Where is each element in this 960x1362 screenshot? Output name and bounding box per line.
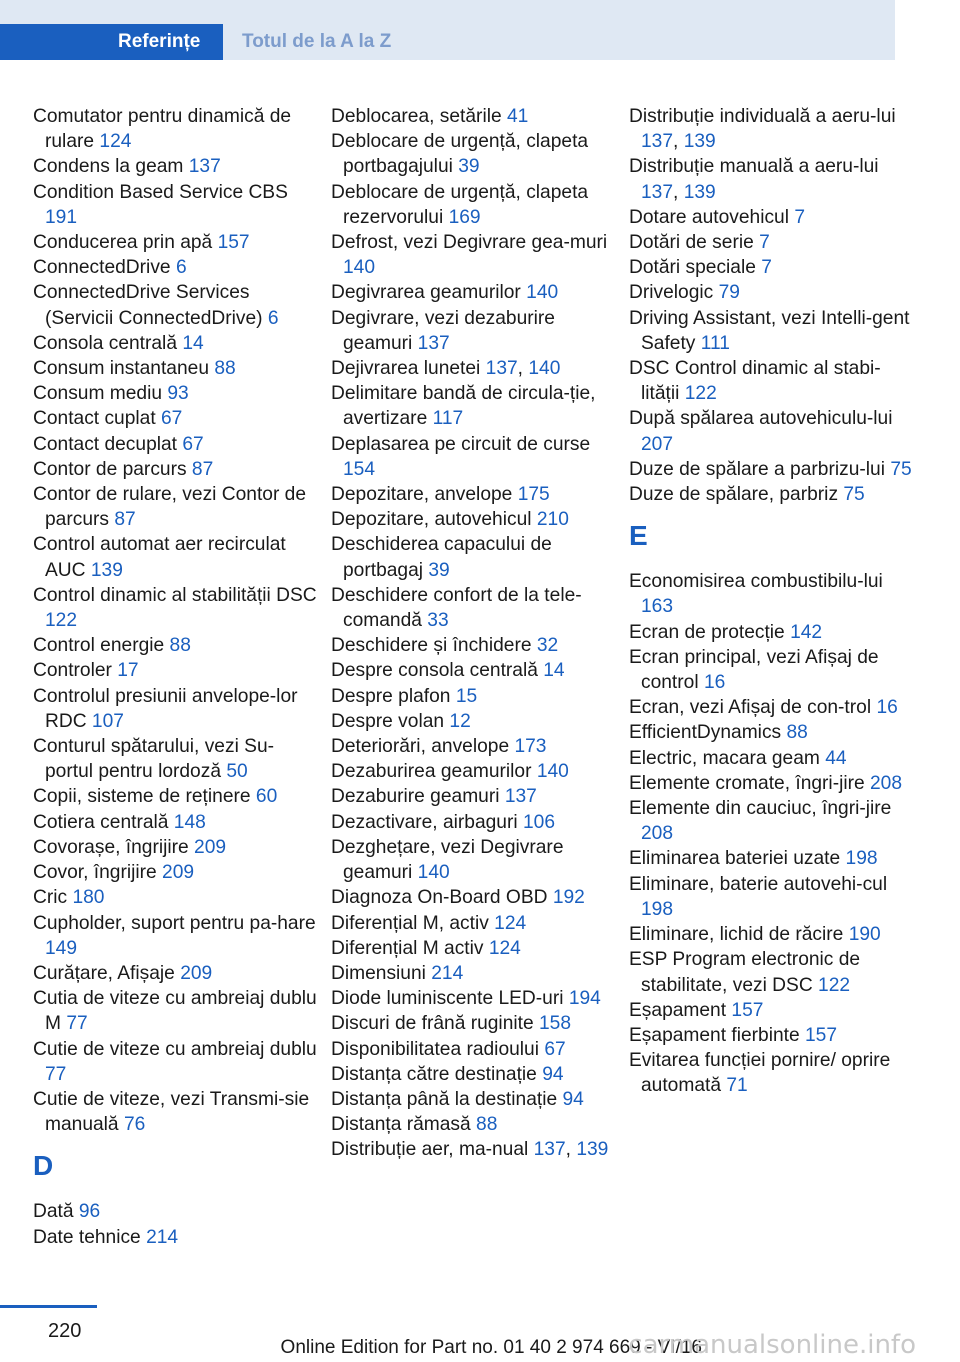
index-entry xyxy=(33,381,318,406)
page-link[interactable]: 111 xyxy=(700,332,730,354)
edition-note: Online Edition for Part no. 01 40 2 974 669 - VI/16 xyxy=(280,1337,702,1358)
index-term: Cupholder, suport pentru pa-hare xyxy=(33,912,316,934)
index-term: Deblocarea, setările xyxy=(331,106,502,127)
index-entry xyxy=(331,936,616,961)
index-term: Dezghețare, vezi Degivrare geamuri xyxy=(331,836,564,884)
index-entry xyxy=(331,583,616,633)
page-link[interactable]: 75 xyxy=(890,458,912,480)
page-link[interactable]: 207 xyxy=(641,433,674,455)
page-link[interactable]: 76 xyxy=(123,1114,146,1136)
index-entry xyxy=(33,230,318,255)
index-term: Distribuție aer, ma-nual xyxy=(331,1139,529,1161)
page-link[interactable]: 16 xyxy=(703,672,726,694)
page-link[interactable]: 6 xyxy=(267,307,279,329)
index-entry xyxy=(331,684,616,709)
tab-a-to-z[interactable]: Totul de la A la Z xyxy=(242,31,392,52)
index-entry xyxy=(331,784,616,809)
page-link[interactable]: 44 xyxy=(825,747,847,769)
index-term: Cric xyxy=(33,887,68,909)
page-link[interactable]: 87 xyxy=(191,458,214,480)
index-term: Economisirea combustibilu-lui xyxy=(629,571,883,593)
page-link[interactable]: 87 xyxy=(114,509,136,531)
page-link[interactable]: 93 xyxy=(167,383,189,405)
index-column-2 xyxy=(331,104,616,1163)
index-term: Cutia de viteze cu ambreiaj dublu M xyxy=(33,988,317,1035)
index-entry xyxy=(33,986,318,1036)
index-entry xyxy=(33,911,318,961)
footer-rule xyxy=(0,1305,97,1308)
page-link[interactable]: 94 xyxy=(562,1088,584,1110)
index-term: Consum instantaneu xyxy=(33,358,209,380)
index-term: Curățare, Afișaje xyxy=(33,962,175,984)
page-link[interactable]: 140 xyxy=(528,358,561,380)
page-link[interactable]: 140 xyxy=(526,282,559,304)
index-term: Diferențial M activ xyxy=(331,937,484,959)
page-link[interactable]: 88 xyxy=(476,1114,498,1136)
index-entry xyxy=(331,759,616,784)
index-entry xyxy=(33,684,318,734)
index-term: Despre consola centrală xyxy=(331,660,538,682)
index-term: Ecran de protecție xyxy=(629,621,785,643)
index-entry xyxy=(331,482,616,507)
index-entry: Dejivrarea lunetei 137, 140 xyxy=(331,358,561,380)
index-entry xyxy=(331,381,616,431)
index-term: Cutie de viteze, vezi Transmi-sie manuală xyxy=(33,1088,310,1136)
index-entry xyxy=(629,872,914,922)
watermark: carmanualsonline.info xyxy=(628,1330,916,1360)
page-link[interactable]: 124 xyxy=(99,131,132,153)
page-link[interactable]: 17 xyxy=(117,660,139,682)
page-link[interactable]: 157 xyxy=(217,232,250,254)
page-link[interactable]: 39 xyxy=(458,156,480,178)
index-term: Comutator pentru dinamică de rulare xyxy=(33,106,292,153)
page-link[interactable]: 140 xyxy=(343,257,376,279)
index-entry xyxy=(629,280,914,305)
page-link[interactable]: 190 xyxy=(848,924,881,946)
index-term: Dotare autovehicul xyxy=(629,206,789,228)
page-link[interactable]: 149 xyxy=(45,937,78,959)
index-entry xyxy=(629,720,914,745)
page-link[interactable]: 7 xyxy=(759,232,770,254)
page-link[interactable]: 180 xyxy=(72,887,105,909)
page-link[interactable]: 209 xyxy=(162,862,195,884)
page-link[interactable]: 137 xyxy=(641,181,674,203)
page-link[interactable]: 208 xyxy=(641,823,674,845)
page-link[interactable]: 32 xyxy=(536,635,559,657)
index-term: Degivrarea geamurilor xyxy=(331,282,521,304)
index-term: Covor, îngrijire xyxy=(33,862,157,884)
index-term: Controler xyxy=(33,660,112,682)
index-entry xyxy=(331,1062,616,1087)
index-term: Elemente din cauciuc, îngri-jire xyxy=(629,798,892,820)
index-term: Electric, macara geam xyxy=(629,747,820,769)
index-entry xyxy=(331,986,616,1011)
index-term: Copii, sisteme de reținere xyxy=(33,786,251,808)
index-term: Deblocare de urgență, clapeta rezervorului xyxy=(331,181,589,228)
index-term: Eliminare, lichid de răcire xyxy=(629,924,844,946)
page-link[interactable]: 139 xyxy=(90,559,123,581)
index-entry xyxy=(629,796,914,846)
index-term: Duze de spălare a parbrizu-lui xyxy=(629,458,885,480)
page-link[interactable]: 137 xyxy=(641,131,674,153)
index-term: Date tehnice xyxy=(33,1226,141,1248)
index-entry xyxy=(33,658,318,683)
page-link[interactable]: 148 xyxy=(173,811,206,833)
page-number: 220 xyxy=(48,1320,82,1342)
index-term: Ecran principal, vezi Afișaj de control xyxy=(629,646,879,694)
page-link[interactable]: 142 xyxy=(790,621,823,643)
page-link[interactable]: 122 xyxy=(45,610,78,632)
index-entry xyxy=(629,922,914,947)
index-term: Diode luminiscente LED-uri xyxy=(331,988,564,1010)
index-entry xyxy=(33,331,318,356)
page-link[interactable]: 124 xyxy=(488,937,521,959)
index-entry xyxy=(331,1112,616,1137)
index-term: ConnectedDrive xyxy=(33,257,171,279)
index-entry xyxy=(331,709,616,734)
page-link[interactable]: 12 xyxy=(449,710,471,732)
index-entry xyxy=(33,784,318,809)
page-link[interactable]: 173 xyxy=(514,736,547,758)
page-link[interactable]: 39 xyxy=(428,559,450,581)
index-entry xyxy=(331,230,616,280)
index-term: Eliminare, baterie autovehi-cul xyxy=(629,873,888,895)
index-term: Contact decuplat xyxy=(33,433,177,455)
index-term: ESP Program electronic de stabilitate, vezi DSC xyxy=(629,949,861,996)
page-link[interactable]: 124 xyxy=(494,912,527,934)
index-term: Discuri de frână ruginite xyxy=(331,1013,534,1035)
index-entry xyxy=(33,482,318,532)
index-entry: Distribuție aer, ma-nual 137, 139 xyxy=(331,1139,609,1161)
page-link[interactable]: 139 xyxy=(683,131,716,153)
page-link[interactable]: 41 xyxy=(507,106,529,127)
page-link[interactable]: 88 xyxy=(169,635,191,657)
page-link[interactable]: 107 xyxy=(91,710,124,732)
index-entry xyxy=(331,1087,616,1112)
index-entry xyxy=(33,432,318,457)
page-link[interactable]: 67 xyxy=(544,1038,566,1060)
index-entry xyxy=(331,180,616,230)
index-term: Condition Based Service CBS xyxy=(33,181,288,203)
index-entry xyxy=(629,746,914,771)
page-link[interactable]: 139 xyxy=(576,1139,609,1161)
page-link[interactable]: 214 xyxy=(431,962,464,984)
index-term: Condens la geam xyxy=(33,156,184,178)
page-link[interactable]: 210 xyxy=(536,509,569,531)
index-term: Distribuție individuală a aeru-lui xyxy=(629,106,896,127)
index-entry xyxy=(331,104,616,129)
page-link[interactable]: 137 xyxy=(504,786,537,808)
index-entry xyxy=(331,734,616,759)
page-link[interactable]: 191 xyxy=(45,206,78,228)
page-link[interactable]: 60 xyxy=(255,786,278,808)
index-term: EfficientDynamics xyxy=(629,722,782,744)
page-link[interactable]: 192 xyxy=(552,887,585,909)
page-link[interactable]: 15 xyxy=(455,685,478,707)
index-entry xyxy=(629,695,914,720)
index-term: Dotări speciale xyxy=(629,257,756,279)
index-term: Control automat aer recirculat AUC xyxy=(33,534,286,581)
index-term: Degivrare, vezi dezaburire geamuri xyxy=(331,307,555,354)
index-term: Covorașe, îngrijire xyxy=(33,836,189,858)
index-entry xyxy=(33,885,318,910)
page-link[interactable]: 67 xyxy=(182,433,204,455)
index-entry xyxy=(331,280,616,305)
index-term: Dezaburire geamuri xyxy=(331,786,500,808)
page-link[interactable]: 137 xyxy=(417,332,450,354)
index-term: Delimitare bandă de circula-ție, avertizare xyxy=(331,383,596,430)
page-link[interactable]: 50 xyxy=(226,761,248,783)
index-entry xyxy=(33,255,318,280)
index-term: Disponibilitatea radioului xyxy=(331,1038,539,1060)
index-entry xyxy=(331,885,616,910)
index-entry xyxy=(331,658,616,683)
page-link[interactable]: 71 xyxy=(726,1075,748,1097)
index-entry xyxy=(33,154,318,179)
page-link[interactable]: 209 xyxy=(194,836,227,858)
index-entry xyxy=(33,961,318,986)
page-link[interactable]: 14 xyxy=(182,332,204,354)
index-entry xyxy=(629,998,914,1023)
index-entry xyxy=(629,306,914,356)
page-link[interactable]: 140 xyxy=(417,862,450,884)
index-column-1 xyxy=(33,104,318,1250)
page-link[interactable]: 169 xyxy=(448,206,481,228)
page-link[interactable]: 158 xyxy=(538,1013,571,1035)
index-term: Conducerea prin apă xyxy=(33,232,213,254)
index-term: Deschidere și închidere xyxy=(331,635,532,657)
index-entry xyxy=(629,645,914,695)
index-term: Duze de spălare, parbriz xyxy=(629,484,839,506)
index-term: Dimensiuni xyxy=(331,962,426,984)
index-term: Eșapament fierbinte xyxy=(629,1024,800,1046)
index-entry xyxy=(33,810,318,835)
index-term: Dată xyxy=(33,1201,74,1223)
index-term: Controlul presiunii anvelope-lor RDC xyxy=(33,685,298,732)
index-term: Diferențial M, activ xyxy=(331,912,489,934)
page-link[interactable]: 33 xyxy=(427,610,449,632)
index-entry xyxy=(33,180,318,230)
page-link[interactable]: 139 xyxy=(683,181,716,203)
index-term: Conturul spătarului, vezi Su-portul pentru lordoză xyxy=(33,736,275,783)
index-entry xyxy=(629,569,914,619)
index-term: Distanța către destinație xyxy=(331,1063,537,1085)
index-entry xyxy=(629,406,914,456)
index-entry xyxy=(33,356,318,381)
index-entry xyxy=(629,205,914,230)
page-link[interactable]: 122 xyxy=(684,383,717,405)
index-entry xyxy=(33,104,318,154)
index-term: Dezactivare, airbaguri xyxy=(331,811,518,833)
index-term: Distanța rămasă xyxy=(331,1114,471,1136)
section-letter: D xyxy=(33,1150,54,1182)
index-entry xyxy=(331,306,616,356)
page-link[interactable]: 88 xyxy=(214,358,236,380)
page-link[interactable]: 137 xyxy=(533,1139,566,1161)
index-term: Evitarea funcției pornire/ oprire automată xyxy=(629,1050,891,1097)
index-entry xyxy=(629,255,914,280)
index-entry xyxy=(33,406,318,431)
index-term: Despre plafon xyxy=(331,685,451,707)
index-entry xyxy=(629,230,914,255)
index-term: Dezaburirea geamurilor xyxy=(331,761,532,783)
index-term: Eșapament xyxy=(629,999,727,1021)
page-link[interactable]: 154 xyxy=(343,458,376,480)
index-term: Defrost, vezi Degivrare gea-muri xyxy=(331,232,608,254)
index-entry xyxy=(629,1023,914,1048)
page-link[interactable]: 7 xyxy=(794,206,806,228)
index-term: Despre volan xyxy=(331,710,445,732)
index-term: Eliminarea bateriei uzate xyxy=(629,848,841,870)
page-link[interactable]: 77 xyxy=(66,1013,88,1035)
index-entry xyxy=(33,280,318,330)
index-term: Depozitare, anvelope xyxy=(331,484,513,506)
page-link[interactable]: 77 xyxy=(45,1063,67,1085)
index-entry xyxy=(331,129,616,179)
index-entry xyxy=(331,1037,616,1062)
index-entry xyxy=(331,1011,616,1036)
index-entry xyxy=(33,457,318,482)
index-term: Dotări de serie xyxy=(629,232,754,254)
index-entry xyxy=(629,620,914,645)
page-link[interactable]: 198 xyxy=(845,848,878,870)
index-term: Diagnoza On-Board OBD xyxy=(331,887,548,909)
page-link[interactable]: 16 xyxy=(876,697,898,719)
page-link[interactable]: 194 xyxy=(568,988,601,1010)
section-letter: E xyxy=(629,520,648,552)
index-term: DSC Control dinamic al stabi-lității xyxy=(629,358,881,405)
page-link[interactable]: 94 xyxy=(542,1063,564,1085)
index-term: Contact cuplat xyxy=(33,408,156,430)
index-term: Ecran, vezi Afișaj de con-trol xyxy=(629,697,872,719)
index-entry xyxy=(33,860,318,885)
page-link[interactable]: 7 xyxy=(761,257,772,279)
index-entry xyxy=(331,507,616,532)
index-term: Consola centrală xyxy=(33,332,177,354)
page-link[interactable]: 117 xyxy=(432,408,464,430)
index-column-3 xyxy=(629,104,914,1099)
index-entry xyxy=(331,961,616,986)
index-entry xyxy=(33,734,318,784)
index-term: Control energie xyxy=(33,635,165,657)
index-term: După spălarea autovehiculu-lui xyxy=(629,408,893,430)
index-entry xyxy=(629,1048,914,1098)
index-term: Contor de rulare, vezi Contor de parcurs xyxy=(33,484,307,531)
index-term: Depozitare, autovehicul xyxy=(331,509,532,531)
page-link[interactable]: 137 xyxy=(485,358,518,380)
index-entry xyxy=(629,947,914,997)
page-link[interactable]: 208 xyxy=(870,772,903,794)
index-entry xyxy=(331,532,616,582)
index-entry xyxy=(33,1225,318,1250)
index-entry xyxy=(33,583,318,633)
page-link[interactable]: 198 xyxy=(641,898,674,920)
index-term: Cotiera centrală xyxy=(33,811,169,833)
index-entry xyxy=(629,356,914,406)
index-entry xyxy=(33,835,318,860)
index-term: Distribuție manuală a aeru-lui xyxy=(629,156,879,178)
index-entry xyxy=(33,1199,318,1224)
page-link[interactable]: 79 xyxy=(718,282,740,304)
index-term: Consum mediu xyxy=(33,383,163,405)
index-term: Deplasarea pe circuit de curse xyxy=(331,433,591,455)
index-entry: Distribuție individuală a aeru-lui 137, 139 xyxy=(629,106,896,153)
tab-references[interactable]: Referințe xyxy=(0,24,223,60)
page-link[interactable]: 175 xyxy=(517,484,550,506)
index-term: Distanța până la destinație xyxy=(331,1088,558,1110)
index-entry xyxy=(331,432,616,482)
page-link[interactable]: 209 xyxy=(180,962,213,984)
index-entry xyxy=(33,633,318,658)
page-link[interactable]: 75 xyxy=(843,484,865,506)
header-bar xyxy=(0,0,895,60)
index-term: Driving Assistant, vezi Intelli-gent Safety xyxy=(629,307,910,354)
index-entry xyxy=(33,1087,318,1137)
page-link[interactable]: 157 xyxy=(731,999,764,1021)
index-entry xyxy=(331,835,616,885)
index-term: Dejivrarea lunetei xyxy=(331,358,481,380)
page-link[interactable]: 67 xyxy=(161,408,183,430)
page-link[interactable]: 96 xyxy=(78,1201,101,1223)
index-term: Deschidere confort de la tele-comandă xyxy=(331,584,582,632)
index-entry xyxy=(629,482,914,507)
page-link[interactable]: 157 xyxy=(805,1024,838,1046)
index-term: ConnectedDrive Services (Servicii ConnectedDrive) xyxy=(33,282,263,329)
index-entry xyxy=(629,846,914,871)
page-link[interactable]: 122 xyxy=(818,974,851,996)
page-link[interactable]: 106 xyxy=(522,811,555,833)
index-term: Deschiderea capacului de portbagaj xyxy=(331,534,552,581)
index-entry xyxy=(331,911,616,936)
index-term: Elemente cromate, îngri-jire xyxy=(629,772,865,794)
page-link[interactable]: 88 xyxy=(786,722,808,744)
page-link[interactable]: 6 xyxy=(175,257,187,279)
index-term: Cutie de viteze cu ambreiaj dublu xyxy=(33,1038,317,1060)
index-term: Control dinamic al stabilității DSC xyxy=(33,584,317,606)
index-entry xyxy=(331,810,616,835)
index-entry: Distribuție manuală a aeru-lui 137, 139 xyxy=(629,156,879,203)
index-term: Deblocare de urgență, clapeta portbagajului xyxy=(331,131,589,178)
index-entry xyxy=(629,771,914,796)
page-link[interactable]: 137 xyxy=(188,156,221,178)
index-term: Deteriorări, anvelope xyxy=(331,736,510,758)
page-link[interactable]: 14 xyxy=(543,660,565,682)
index-term: Drivelogic xyxy=(629,282,714,304)
page-link[interactable]: 214 xyxy=(146,1226,179,1248)
page-link[interactable]: 140 xyxy=(536,761,569,783)
index-entry xyxy=(331,633,616,658)
index-term: Contor de parcurs xyxy=(33,458,187,480)
index-entry xyxy=(33,532,318,582)
index-entry xyxy=(33,1037,318,1087)
index-entry xyxy=(629,457,914,482)
page-link[interactable]: 163 xyxy=(641,596,674,618)
